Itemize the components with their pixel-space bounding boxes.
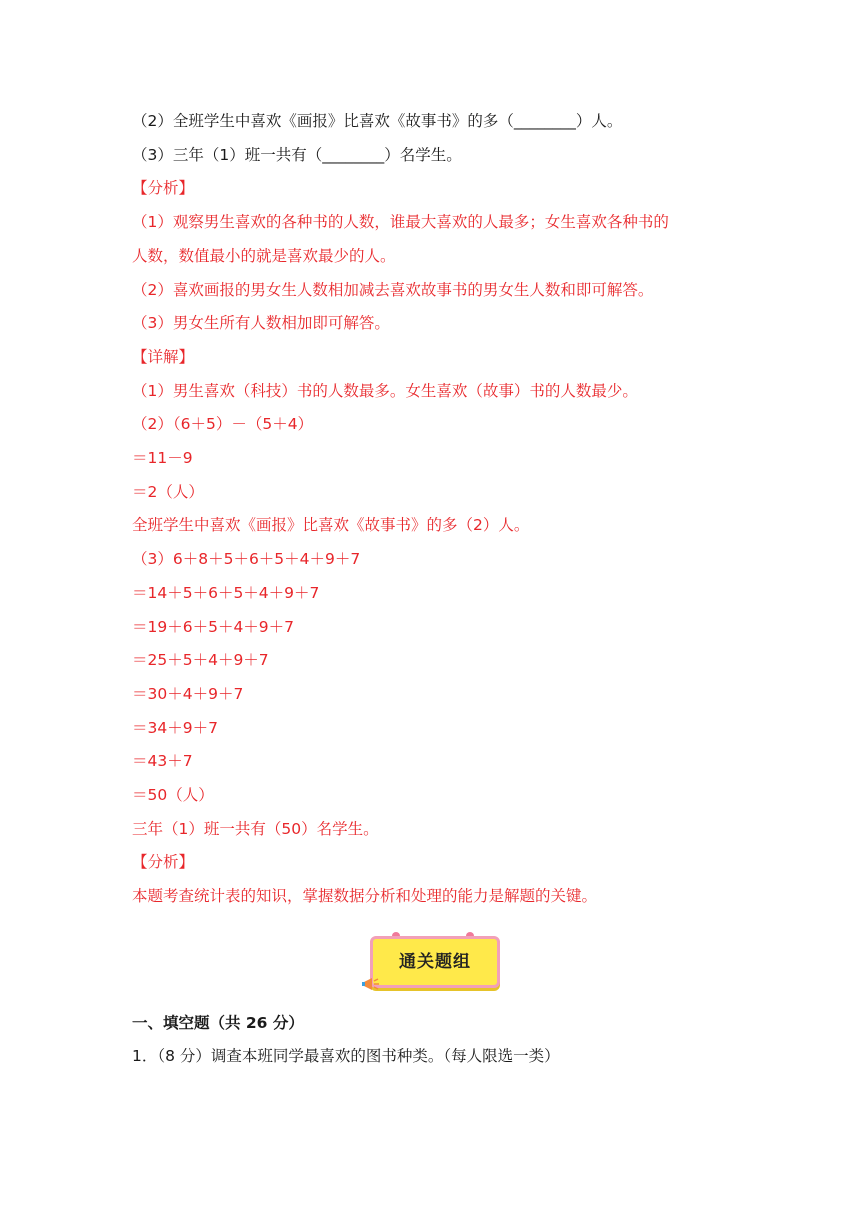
section-badge (362, 932, 502, 994)
text-line: （3）6＋8＋5＋6＋5＋4＋9＋7 (132, 550, 361, 568)
text-line: （2）（6＋5）－（5＋4） (132, 415, 314, 433)
text-line: ＝50（人） (132, 786, 214, 804)
text-line: ＝25＋5＋4＋9＋7 (132, 651, 269, 669)
text-line: （3）三年（1）班一共有（________）名学生。 (132, 146, 462, 164)
text-line: ＝11－9 (132, 449, 193, 467)
text-line: 全班学生中喜欢《画报》比喜欢《故事书》的多（2）人。 (132, 516, 530, 534)
text-line: 【分析】 (132, 179, 195, 197)
text-line: （3）男女生所有人数相加即可解答。 (132, 314, 390, 332)
megaphone-icon (362, 976, 382, 992)
text-line: 三年（1）班一共有（50）名学生。 (132, 820, 379, 838)
text-line: ＝43＋7 (132, 752, 193, 770)
text-line: （2）全班学生中喜欢《画报》比喜欢《故事书》的多（________）人。 (132, 112, 623, 130)
text-line: （1）观察男生喜欢的各种书的人数，谁最大喜欢的人最多；女生喜欢各种书的 (132, 213, 669, 231)
text-line: （2）喜欢画报的男女生人数相加减去喜欢故事书的男女生人数和即可解答。 (132, 281, 654, 299)
text-line: 【详解】 (132, 348, 195, 366)
text-line: ＝34＋9＋7 (132, 719, 218, 737)
text-line: 人数，数值最小的就是喜欢最少的人。 (132, 247, 396, 265)
text-line: ＝30＋4＋9＋7 (132, 685, 244, 703)
text-line: ＝14＋5＋6＋5＋4＋9＋7 (132, 584, 320, 602)
text-line: ＝19＋6＋5＋4＋9＋7 (132, 618, 295, 636)
badge-label: 通关题组 (399, 952, 471, 972)
section-heading: 一、填空题（共 26 分） (132, 1014, 304, 1032)
question-text: 1．（8 分）调查本班同学最喜欢的图书种类。（每人限选一类） (132, 1047, 560, 1065)
text-line: 本题考查统计表的知识，掌握数据分析和处理的能力是解题的关键。 (132, 887, 598, 905)
text-line: （1）男生喜欢（科技）书的人数最多。女生喜欢（故事）书的人数最少。 (132, 382, 638, 400)
text-line: ＝2（人） (132, 483, 204, 501)
text-line: 【分析】 (132, 853, 195, 871)
